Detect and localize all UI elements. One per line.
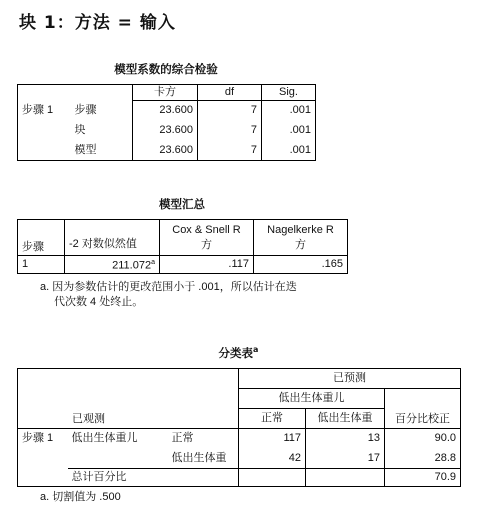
table-row <box>18 256 348 274</box>
pct-cell: 28.8 <box>385 449 461 469</box>
nagelkerke-cell: .165 <box>254 256 348 274</box>
row-label: 块 <box>71 121 133 141</box>
summary-table <box>17 219 348 274</box>
low-cell: 17 <box>306 449 385 469</box>
table-row <box>18 449 461 469</box>
omnibus-table <box>17 84 316 161</box>
table-row <box>18 141 316 161</box>
group-header: 低出生体重儿 <box>239 389 385 409</box>
row-label: 模型 <box>71 141 133 161</box>
classification-title-text: 分类表 <box>218 346 254 360</box>
row-label: 低出生体重 <box>171 451 227 464</box>
df-cell: 7 <box>198 121 262 141</box>
pct-correct-header: 百分比校正 <box>395 413 451 425</box>
loglik-cell <box>65 256 160 274</box>
table-row <box>18 429 461 449</box>
summary-header-nagelkerke <box>254 220 348 256</box>
low-cell: 13 <box>306 429 385 449</box>
chisq-cell: 23.600 <box>133 141 198 161</box>
block-title: 块 1：方法 = 输入 <box>19 13 176 33</box>
classification-footnote: a. 切割值为 .500 <box>40 491 121 503</box>
table-row <box>18 101 316 121</box>
observed-label: 已观测 <box>72 413 105 425</box>
omnibus-step-label: 步骤 1 <box>18 101 71 121</box>
omnibus-header-chisq: 卡方 <box>133 85 198 101</box>
summary-header-step: 步骤 <box>18 220 65 256</box>
omnibus-header-sig: Sig. <box>262 85 316 101</box>
summary-step-cell: 1 <box>18 256 65 274</box>
normal-cell: 42 <box>239 449 306 469</box>
loglik-note: a <box>151 259 155 267</box>
classification-table <box>17 368 461 487</box>
omnibus-table-title: 模型系数的综合检验 <box>114 62 218 76</box>
summary-footnote-line2: 代次数 4 处终止。 <box>54 296 144 308</box>
total-label: 总计百分比 <box>68 469 239 487</box>
summary-header-loglik: -2 对数似然值 <box>65 220 160 256</box>
omnibus-header-df: df <box>198 85 262 101</box>
chisq-cell: 23.600 <box>133 101 198 121</box>
chisq-cell: 23.600 <box>133 121 198 141</box>
table-row <box>18 469 461 487</box>
sig-cell: .001 <box>262 141 316 161</box>
normal-cell: 117 <box>239 429 306 449</box>
df-cell: 7 <box>198 141 262 161</box>
low-col-header: 低出生体重 <box>306 409 385 429</box>
summary-table-title: 模型汇总 <box>159 197 205 211</box>
coxsnell-header-line2: 方 <box>201 239 212 251</box>
normal-col-header: 正常 <box>239 409 306 429</box>
row-label: 步骤 <box>71 101 133 121</box>
coxsnell-cell: .117 <box>160 256 254 274</box>
classification-table-title <box>17 345 460 361</box>
summary-footnote <box>40 280 297 310</box>
summary-footnote-line1: a. 因为参数估计的更改范围小于 .001，所以估计在迭 <box>40 281 297 293</box>
table-row <box>18 121 316 141</box>
sig-cell: .001 <box>262 121 316 141</box>
sig-cell: .001 <box>262 101 316 121</box>
pct-cell: 90.0 <box>385 429 461 449</box>
class-step-label: 步骤 1 <box>18 429 68 449</box>
coxsnell-header-line1: Cox & Snell R <box>172 224 241 236</box>
row-label: 正常 <box>168 429 239 449</box>
predicted-header: 已预测 <box>239 369 461 389</box>
df-cell: 7 <box>198 101 262 121</box>
classification-title-note: a <box>253 345 259 355</box>
class-var-label: 低出生体重儿 <box>68 429 168 449</box>
summary-header-coxsnell <box>160 220 254 256</box>
loglik-value: 211.072 <box>112 259 152 272</box>
nagelkerke-header-line1: Nagelkerke R <box>267 224 334 236</box>
nagelkerke-header-line2: 方 <box>295 239 306 251</box>
total-pct-cell: 70.9 <box>385 469 461 487</box>
